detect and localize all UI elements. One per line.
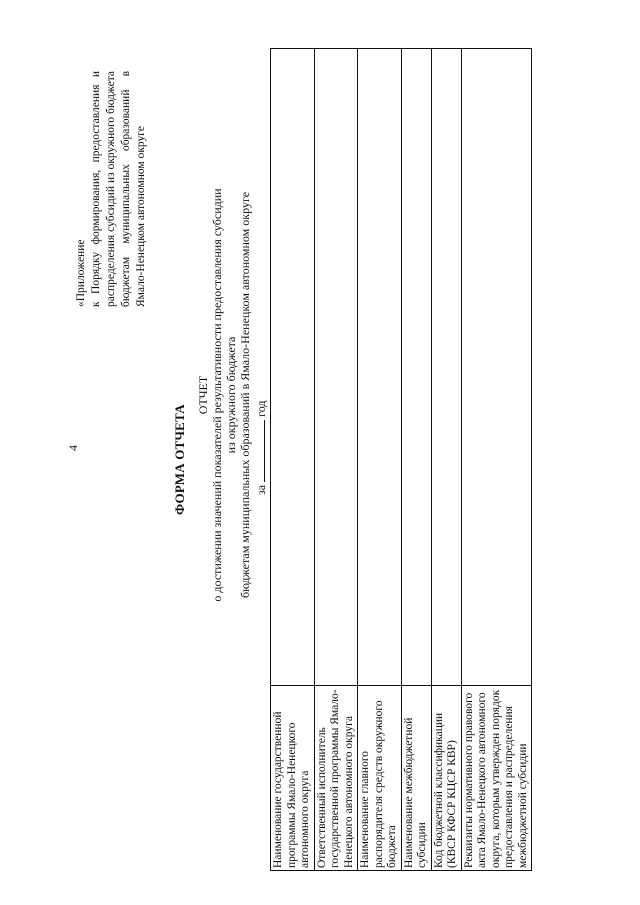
- report-period: [254, 401, 269, 495]
- row-label-executor: Ответственный исполнитель государственной программы Ямало-Ненецкого автономного округа: [314, 686, 358, 871]
- row-label-subsidy-name: Наименование межбюджетной субсидии: [401, 686, 431, 871]
- report-title: [196, 185, 252, 605]
- row-value-subsidy-name: [401, 49, 431, 686]
- period-year-blank: [254, 420, 265, 482]
- table-row: [358, 49, 402, 871]
- report-heading: ОТЧЕТ: [196, 375, 210, 415]
- row-label-budget-code: Код бюджетной классификации (КВСР КФСР КЦСР КВР): [431, 686, 461, 871]
- form-title: ФОРМА ОТЧЕТА: [172, 404, 187, 515]
- period-suffix: год: [254, 400, 268, 417]
- appendix-note: [74, 71, 149, 307]
- table-row: [431, 49, 461, 871]
- table-row: [401, 49, 431, 871]
- appendix-title: «Приложение: [75, 239, 87, 307]
- row-value-executor: [314, 49, 358, 686]
- page-number: 4: [66, 445, 80, 451]
- row-value-legal-act: [461, 49, 532, 686]
- report-subtitle-line-1: о достижении значений показателей результативности предоставления субсидии из окружного бюджета: [210, 188, 238, 602]
- report-metadata-table: [270, 48, 532, 871]
- period-prefix: за: [254, 484, 268, 495]
- table-row: [271, 49, 315, 871]
- row-label-legal-act: Реквизиты нормативного правового акта Ямало-Ненецкого автономного округа, которым утвержден порядок предоставления и распределения межбюджетной субсидии: [461, 686, 532, 871]
- row-label-program: Наименование государственной программы Ямало-Ненецкого автономного округа: [271, 686, 315, 871]
- table-row: [461, 49, 532, 871]
- row-value-budget-manager: [358, 49, 402, 686]
- appendix-body: к Порядку формирования, предоставления и распределения субсидий из окружного бюджета бюджетам муниципальных образований в Ямало-Ненецком автономном округе: [90, 71, 147, 307]
- row-label-budget-manager: Наименование главного распорядителя средств окружного бюджета: [358, 686, 402, 871]
- table-row: [314, 49, 358, 871]
- row-value-budget-code: [431, 49, 461, 686]
- report-subtitle-line-2: бюджетам муниципальных образований в Ямало-Ненецком автономном округе: [238, 191, 252, 599]
- row-value-program: [271, 49, 315, 686]
